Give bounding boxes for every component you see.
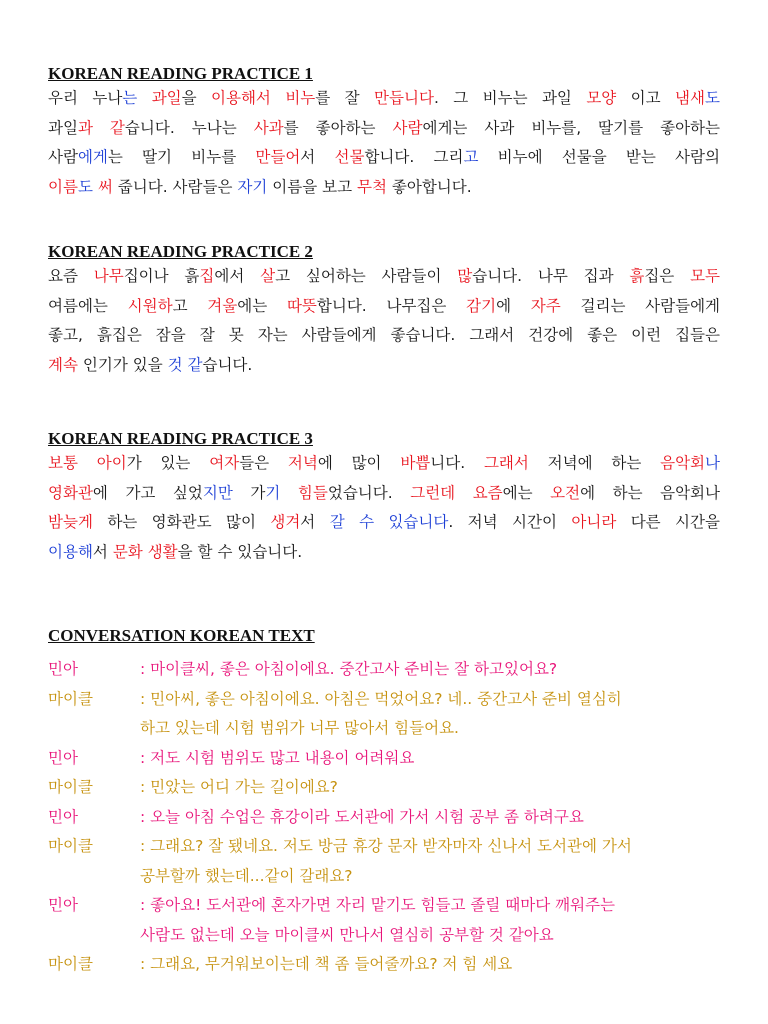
highlighted-word: 이용해서 <box>211 89 271 107</box>
text-segment: 가 있는 <box>126 454 210 472</box>
highlighted-word: 나무 <box>93 267 124 285</box>
dialogue-text: : 민아씨, 좋은 아침이에요. 아침은 먹었어요? 네.. 중간고사 준비 열심히 <box>140 689 622 708</box>
highlighted-word: 보통 <box>48 454 97 472</box>
text-segment: 저녁에 하는 <box>528 454 661 472</box>
highlighted-word: 갈 수 있습니다 <box>329 513 449 531</box>
text-segment: 좋아합니다. <box>386 177 472 196</box>
speaker-name: 마이클 <box>48 955 93 973</box>
dialogue-text: : 그래요? 잘 됐네요. 저도 방금 휴강 문자 받자마자 신나서 도서관에 가서 <box>140 837 632 855</box>
text-segment: 다른 시간을 <box>616 513 720 531</box>
highlighted-word: 여자 <box>209 454 240 472</box>
highlighted-word: 만들어 <box>255 148 301 166</box>
highlighted-word: 요즘 <box>472 483 503 502</box>
section-heading: KOREAN READING PRACTICE 1 <box>48 64 313 83</box>
text-segment <box>271 89 285 107</box>
text-segment: 를 좋아하는 <box>283 118 393 137</box>
highlighted-word: 고 <box>463 148 479 166</box>
highlighted-word: 지만 <box>202 483 233 502</box>
paragraph-line <box>48 294 720 316</box>
text-segment: 에 많이 <box>317 454 401 472</box>
highlighted-word: 따뜻 <box>286 296 317 315</box>
speaker-name: 마이클 <box>48 689 93 708</box>
text-segment: 서 <box>92 542 113 561</box>
highlighted-word: 자기 <box>237 177 268 196</box>
dialogue-text: : 마이클씨, 좋은 아침이에요. 중간고사 준비는 잘 하고있어요? <box>140 660 558 678</box>
text-segment: 니다. <box>430 454 484 472</box>
section-heading: KOREAN READING PRACTICE 3 <box>48 429 313 448</box>
text-segment: 합니다. 그리 <box>364 148 464 166</box>
text-segment: . 저녁 시간이 <box>448 513 572 531</box>
paragraph-line <box>48 540 720 562</box>
highlighted-word: 겨울 <box>207 296 238 315</box>
dialogue-text: : 저도 시험 범위도 많고 내용이 어려워요 <box>140 748 415 767</box>
highlighted-word: 기 <box>265 483 281 502</box>
dialogue-text: 사람도 없는데 오늘 마이클씨 만나서 열심히 공부할 것 같아요 <box>140 925 554 944</box>
highlighted-word: 과 같 <box>77 118 125 137</box>
dialogue-text: 하고 있는데 시험 범위가 너무 많아서 힘들어요. <box>140 719 459 737</box>
text-segment: 이고 <box>616 89 676 107</box>
highlighted-word: 그런데 <box>410 483 456 502</box>
text-segment: 집은 <box>644 267 691 285</box>
text-segment: 집이나 흙 <box>123 267 200 285</box>
paragraph-line <box>48 510 720 532</box>
dialogue-text: : 그래요, 무거워보이는데 책 좀 들어줄까요? 저 힘 세요 <box>140 955 513 973</box>
text-segment: 고 싶어하는 사람들이 <box>275 267 458 285</box>
highlighted-word: 저녁 <box>287 454 318 472</box>
paragraph-line <box>48 353 720 375</box>
highlighted-word: 이름 <box>48 177 78 196</box>
paragraph-line <box>48 323 720 345</box>
highlighted-word: 것 같 <box>167 355 203 374</box>
text-segment: 우리 누나 <box>48 89 123 107</box>
highlighted-word: 문화 생활 <box>112 542 178 561</box>
text-segment: 에 <box>496 296 531 315</box>
text-segment: 는 딸기 비누를 <box>107 148 256 166</box>
paragraph-line <box>48 481 720 503</box>
speaker-name: 마이클 <box>48 837 93 855</box>
text-segment: 요즘 <box>48 267 94 285</box>
highlighted-word: 음악회 <box>660 454 706 472</box>
highlighted-word: 집 <box>199 267 215 285</box>
text-segment: 습니다. 누나는 <box>124 118 254 137</box>
paragraph-line <box>48 116 720 138</box>
text-segment: 하는 영화관도 많이 <box>92 513 271 531</box>
speaker-name: 민아 <box>48 748 78 767</box>
highlighted-word: 영화관 <box>48 483 93 502</box>
paragraph-line <box>48 145 720 167</box>
highlighted-word: 선물 <box>334 148 365 166</box>
highlighted-word: 과일 <box>151 89 182 107</box>
text-segment: 줍니다. 사람들은 <box>112 177 238 196</box>
highlighted-word: 자주 <box>530 296 561 315</box>
highlighted-word: 그래서 <box>483 454 529 472</box>
highlighted-word: 비누 <box>285 89 316 107</box>
highlighted-word: 이용해 <box>48 542 93 561</box>
text-segment: 을 <box>181 89 212 107</box>
highlighted-word: 모두 <box>690 267 721 285</box>
highlighted-word: 감기 <box>466 296 497 315</box>
text-segment: 들은 <box>239 454 288 472</box>
text-segment: 서 <box>300 148 335 166</box>
dialogue-text: : 민았는 어디 가는 길이에요? <box>140 778 338 796</box>
highlighted-word: 살 <box>260 267 276 285</box>
text-segment: . 그 비누는 과일 <box>433 89 587 107</box>
text-segment: 여름에는 <box>48 296 128 315</box>
highlighted-word: 냄새 <box>675 89 705 107</box>
text-segment: 습니다. <box>202 355 253 374</box>
highlighted-word: 밤늦게 <box>48 513 93 531</box>
text-segment: 를 잘 <box>315 89 375 107</box>
speaker-name: 민아 <box>48 807 78 826</box>
highlighted-word: 사과 <box>253 118 284 137</box>
highlighted-word: 에게 <box>77 148 108 166</box>
text-segment: 었습니다. <box>327 483 411 502</box>
highlighted-word: 무척 <box>357 177 387 196</box>
text-segment: 에게는 사과 비누를, 딸기를 좋아하는 <box>422 118 720 137</box>
text-segment: 서 <box>300 513 330 531</box>
text-segment: 가 <box>232 483 266 502</box>
highlighted-word: 바쁩 <box>400 454 431 472</box>
paragraph-line <box>48 175 720 197</box>
text-segment: 이름을 보고 <box>267 177 357 196</box>
text-segment: 합니다. 나무집은 <box>316 296 467 315</box>
conversation-heading: CONVERSATION KOREAN TEXT <box>48 626 315 645</box>
text-segment: 습니다. 나무 집과 <box>472 267 630 285</box>
highlighted-word: 많 <box>457 267 473 285</box>
highlighted-word: 계속 <box>48 355 78 374</box>
text-segment <box>455 484 473 502</box>
dialogue-text: : 좋아요! 도서관에 혼자가면 자리 맡기도 힘들고 졸릴 때마다 깨워주는 <box>140 896 616 914</box>
highlighted-word: 생겨 <box>270 513 301 531</box>
text-segment <box>137 89 151 107</box>
highlighted-word: 오전 <box>550 483 581 502</box>
text-segment: 에 하는 음악회나 <box>580 483 720 502</box>
text-segment: 에는 <box>237 296 287 315</box>
text-segment: 좋고, 흙집은 잠을 잘 못 자는 사람들에게 좋습니다. 그래서 건강에 좋은 이런 집들은 <box>48 326 720 344</box>
paragraph-line <box>48 86 720 108</box>
text-segment: 에는 <box>502 483 551 502</box>
text-segment: 에서 <box>214 267 261 285</box>
highlighted-word: 흙 <box>629 267 645 285</box>
highlighted-word: 만듭니다 <box>374 89 434 107</box>
highlighted-word: 사람 <box>392 118 423 137</box>
text-segment: 과일 <box>48 118 78 137</box>
text-segment: 에 가고 싶었 <box>92 483 203 502</box>
text-segment: 걸리는 사람들에게 <box>560 296 721 315</box>
paragraph-line <box>48 264 720 286</box>
text-segment <box>280 484 298 502</box>
text-segment: 사람 <box>48 148 78 166</box>
highlighted-word: 도 <box>77 177 93 196</box>
highlighted-word: 도 <box>704 89 720 107</box>
highlighted-word: 힘들 <box>297 483 328 502</box>
dialogue-text: 공부할까 했는데...같이 갈래요? <box>140 866 353 885</box>
highlighted-word: 아니라 <box>571 513 617 531</box>
highlighted-word: 나 <box>705 454 721 472</box>
highlighted-word: 시원하 <box>127 296 173 315</box>
text-segment: 을 할 수 있습니다. <box>177 542 303 561</box>
paragraph-line <box>48 451 720 473</box>
text-segment: 고 <box>172 296 208 315</box>
section-heading: KOREAN READING PRACTICE 2 <box>48 242 313 261</box>
dialogue-text: : 오늘 아침 수업은 휴강이라 도서관에 가서 시험 공부 좀 하려구요 <box>140 807 584 826</box>
speaker-name: 민아 <box>48 896 78 914</box>
highlighted-word: 모양 <box>586 89 617 107</box>
text-segment: 인기가 있을 <box>77 355 168 374</box>
text-segment: 비누에 선물을 받는 사람의 <box>478 148 720 166</box>
highlighted-word: 는 <box>122 89 138 107</box>
speaker-name: 민아 <box>48 660 78 678</box>
speaker-name: 마이클 <box>48 778 93 796</box>
highlighted-word: 써 <box>97 177 113 196</box>
highlighted-word: 아이 <box>96 454 127 472</box>
